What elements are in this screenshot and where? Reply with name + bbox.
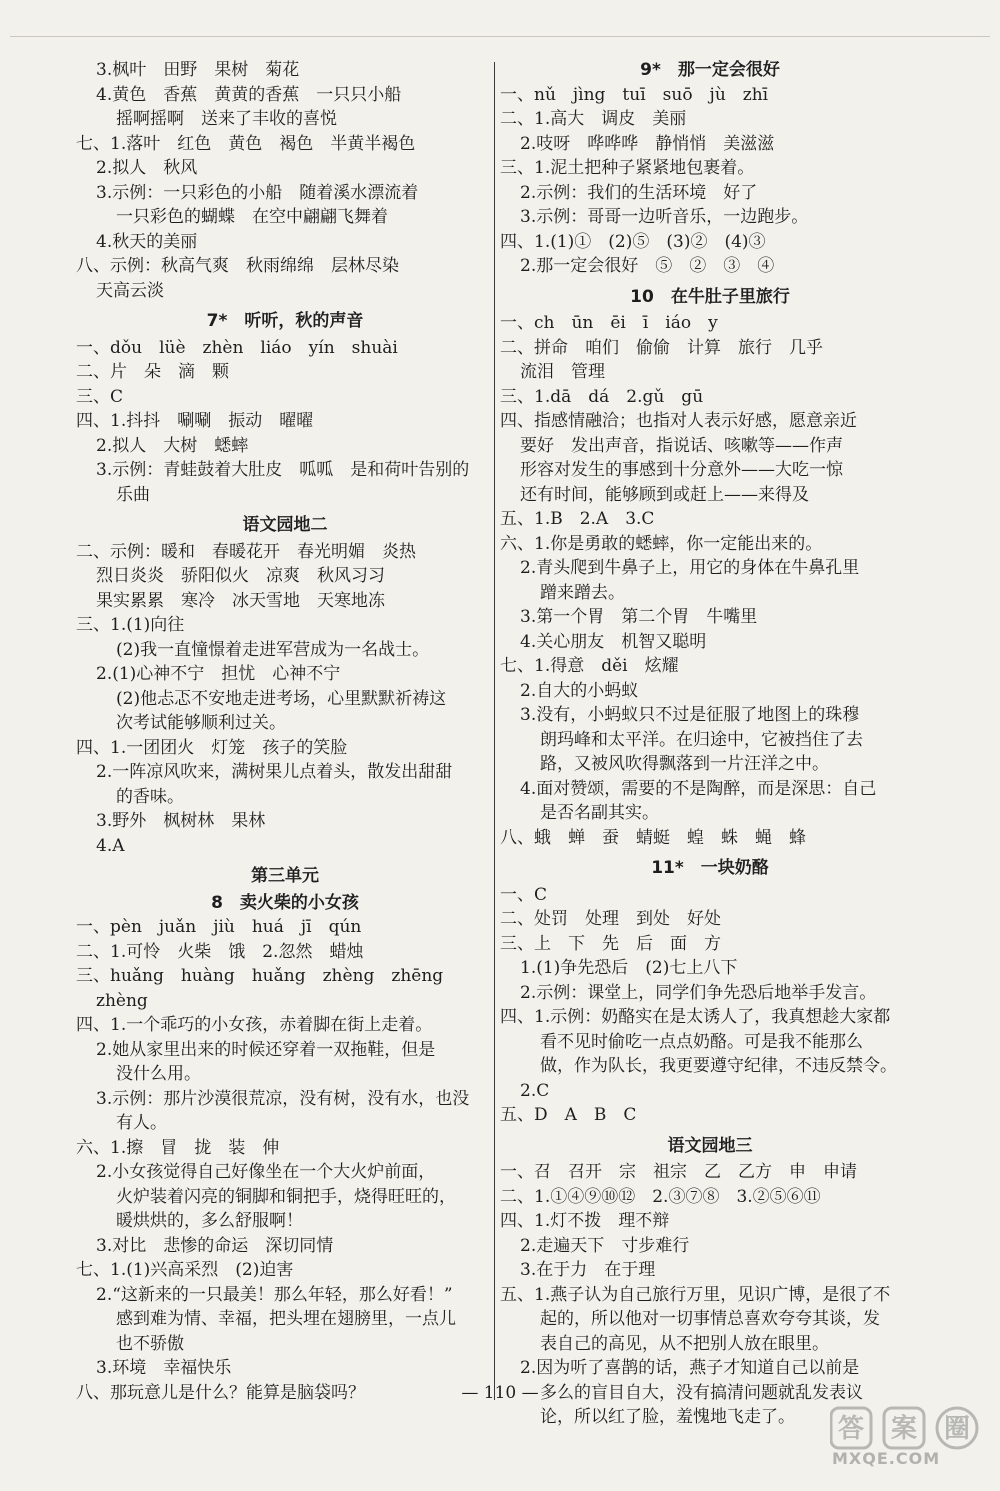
answer-line: 3.野外 枫树林 果林 xyxy=(96,811,266,831)
answer-line: 五、D A B C xyxy=(500,1105,637,1125)
answer-line: 3.在于力 在于理 xyxy=(520,1260,656,1280)
answer-line: 二、拼命 咱们 偷偷 计算 旅行 几乎 xyxy=(500,337,823,358)
answer-line: 五、1.燕子认为自己旅行万里，见识广博，是很了不 xyxy=(500,1284,891,1305)
answer-line: 流泪 管理 xyxy=(520,362,605,382)
answer-line: 蹭来蹭去。 xyxy=(540,582,625,603)
answer-line: 二、1.高大 调皮 美丽 xyxy=(500,109,687,129)
answer-line: 有人。 xyxy=(116,1113,167,1133)
answer-line: 三、C xyxy=(76,386,124,407)
answer-line: 2.示例：我们的生活环境 好了 xyxy=(520,182,758,203)
answer-line: 2.那一定会很好 ⑤ ② ③ ④ xyxy=(520,256,775,276)
answer-line: 次考试能够顺利过关。 xyxy=(116,713,286,733)
answer-line: 六、1.擦 冒 拢 装 伸 xyxy=(76,1137,280,1158)
answer-line: 3.对比 悲惨的命运 深切同情 xyxy=(96,1235,334,1256)
right-column xyxy=(500,58,920,1430)
answer-line: 四、指感情融洽；也指对人表示好感，愿意亲近 xyxy=(500,411,857,431)
answer-line: 果实累累 寒冷 冰天雪地 天寒地冻 xyxy=(96,590,385,611)
answer-line: 表自己的高见，从不把别人放在眼里。 xyxy=(540,1333,829,1354)
page-number: — 110 — xyxy=(461,1383,539,1403)
answer-line: 2.因为听了喜鹊的话，燕子才知道自己以前是 xyxy=(520,1358,860,1378)
section-heading: 7* 听听，秋的声音 xyxy=(206,311,364,331)
answer-line: 八、那玩意儿是什么？能算是脑袋吗？ xyxy=(76,1382,365,1403)
answer-line: 4.黄色 香蕉 黄黄的香蕉 一只只小船 xyxy=(96,84,402,105)
answer-line: 3.示例：青蛙鼓着大肚皮 呱呱 是和荷叶告别的 xyxy=(96,460,470,480)
answer-line: 四、1.(1)① (2)⑤ (3)② (4)③ xyxy=(500,231,766,252)
answer-line: 的香味。 xyxy=(116,786,184,807)
answer-line: 四、1.示例：奶酪实在是太诱人了，我真想趁大家都 xyxy=(500,1007,891,1027)
answer-line: 2.吱呀 哗哗哗 静悄悄 美滋滋 xyxy=(520,133,775,154)
answer-line: 2.拟人 秋风 xyxy=(96,158,198,178)
answer-line: 二、1.可怜 火柴 饿 2.忽然 蜡烛 xyxy=(76,941,364,962)
answer-line: 3.示例：哥哥一边听音乐，一边跑步。 xyxy=(520,207,809,227)
answer-line: 二、示例：暖和 春暖花开 春光明媚 炎热 xyxy=(76,541,416,562)
answer-line: 3.环境 幸福快乐 xyxy=(96,1358,232,1378)
answer-line: 没什么用。 xyxy=(116,1064,201,1084)
answer-line: 暖烘烘的，多么舒服啊！ xyxy=(116,1211,303,1231)
answer-line: 2.(1)心神不宁 担忧 心神不宁 xyxy=(96,664,341,684)
section-heading: 语文园地二 xyxy=(242,515,328,535)
answer-line: 形容对发生的事感到十分意外——大吃一惊 xyxy=(520,460,843,480)
answer-line: zhèng xyxy=(96,990,148,1011)
answer-line: 一、召 召开 宗 祖宗 乙 乙方 申 申请 xyxy=(500,1162,857,1182)
answer-line: 4.关心朋友 机智又聪明 xyxy=(520,631,707,652)
answer-line: 3.没有，小蚂蚁只不过是征服了地图上的珠穆 xyxy=(520,705,860,725)
watermark-logo-icon xyxy=(830,1405,980,1451)
answer-line: 做，作为队长，我更要遵守纪律，不违反禁令。 xyxy=(540,1056,897,1076)
section-heading: 9* 那一定会很好 xyxy=(640,60,780,80)
answer-line: 七、1.(1)兴高采烈 (2)迫害 xyxy=(76,1260,294,1280)
answer-line: 二、片 朵 滴 颗 xyxy=(76,362,229,382)
answer-line: 看不见时偷吃一点点奶酪。可是我不能那么 xyxy=(540,1031,863,1052)
answer-line: 2.她从家里出来的时候还穿着一双拖鞋，但是 xyxy=(96,1039,436,1060)
section-heading: 11* 一块奶酪 xyxy=(651,858,769,878)
column-divider xyxy=(494,62,495,1400)
answer-line: 也不骄傲 xyxy=(116,1333,184,1354)
answer-line: 一、dǒu lüè zhèn liáo yín shuài xyxy=(76,337,398,358)
answer-line: 论，所以红了脸，羞愧地飞走了。 xyxy=(540,1407,795,1427)
answer-line: 一只彩色的蝴蝶 在空中翩翩飞舞着 xyxy=(116,207,388,227)
answer-line: 二、处罚 处理 到处 好处 xyxy=(500,909,721,929)
watermark-char-1: 答 xyxy=(837,1414,865,1444)
answer-line: 2.走遍天下 寸步难行 xyxy=(520,1235,690,1256)
watermark-char-3: 圈 xyxy=(943,1414,971,1444)
answer-line: 4.A xyxy=(96,835,125,856)
watermark xyxy=(822,1405,982,1477)
section-heading: 语文园地三 xyxy=(667,1135,753,1156)
section-heading: 10 在牛肚子里旅行 xyxy=(630,286,790,307)
answer-line: 2.C xyxy=(520,1080,550,1101)
answer-line: 三、huǎng huàng huǎng zhèng zhēng xyxy=(76,966,444,986)
answer-line: 3.示例：那片沙漠很荒凉，没有树，没有水，也没 xyxy=(96,1088,470,1109)
answer-line: 一、pèn juǎn jiù huá jī qún xyxy=(76,917,362,937)
answer-line: 2.一阵凉风吹来，满树果儿点着头，散发出甜甜 xyxy=(96,762,453,782)
watermark-char-2: 案 xyxy=(890,1414,918,1444)
answer-line: 感到难为情、幸福，把头埋在翅膀里，一点儿 xyxy=(116,1309,456,1329)
answer-line: 乐曲 xyxy=(116,484,150,505)
answer-line: 二、1.①④⑨⑩⑫ 2.③⑦⑧ 3.②⑤⑥⑪ xyxy=(500,1186,821,1207)
answer-line: 起的，所以他对一切事情总喜欢夸夸其谈，发 xyxy=(540,1309,880,1329)
answer-line: 七、1.得意 děi 炫耀 xyxy=(500,656,679,676)
answer-line: 2.示例：课堂上，同学们争先恐后地举手发言。 xyxy=(520,982,877,1003)
answer-line: 四、1.抖抖 唰唰 振动 曜曜 xyxy=(76,411,314,431)
answer-line: 一、nǔ jìng tuī suō jù zhī xyxy=(500,84,769,105)
answer-line: (2)他忐忑不安地走进考场，心里默默祈祷这 xyxy=(116,688,447,709)
answer-line: 八、蛾 蝉 蚕 蜻蜓 蝗 蛛 蝇 蜂 xyxy=(500,827,806,848)
answer-line: 多么的盲目自大，没有搞清问题就乱发表议 xyxy=(540,1382,863,1403)
answer-line: 朗玛峰和太平洋。在归途中，它被挡住了去 xyxy=(540,729,863,750)
answer-line: 2.青头爬到牛鼻子上，用它的身体在牛鼻孔里 xyxy=(520,558,860,578)
answer-line: 3.第一个胃 第二个胃 牛嘴里 xyxy=(520,607,758,627)
section-heading: 第三单元 xyxy=(251,866,319,886)
left-column xyxy=(76,58,494,1405)
answer-line: 火炉装着闪亮的铜脚和铜把手，烧得旺旺的， xyxy=(116,1186,456,1207)
answer-line: (2)我一直憧憬着走进军营成为一名战士。 xyxy=(116,639,430,660)
answer-line: 烈日炎炎 骄阳似火 凉爽 秋风习习 xyxy=(96,566,385,586)
answer-line: 三、1.dā dá 2.gǔ gū xyxy=(500,386,704,407)
answer-line: 3.示例：一只彩色的小船 随着溪水漂流着 xyxy=(96,182,419,203)
answer-line: 天高云淡 xyxy=(96,280,164,301)
answer-line: 2.拟人 大树 蟋蟀 xyxy=(96,435,249,456)
answer-line: 路，又被风吹得飘落到一片汪洋之中。 xyxy=(540,754,829,774)
answer-line: 1.(1)争先恐后 (2)七上八下 xyxy=(520,958,738,978)
section-heading: 8 卖火柴的小女孩 xyxy=(211,892,359,913)
answer-line: 2.自大的小蚂蚁 xyxy=(520,680,639,701)
answer-line: 是否名副其实。 xyxy=(540,803,659,823)
answer-line: 三、1.(1)向往 xyxy=(76,615,185,635)
answer-line: 2.小女孩觉得自己好像坐在一个大火炉前面， xyxy=(96,1162,436,1182)
answer-line: 四、1.一个乖巧的小女孩，赤着脚在街上走着。 xyxy=(76,1015,433,1035)
answer-line: 2.“这新来的一只最美！那么年轻，那么好看！” xyxy=(96,1284,453,1305)
answer-line: 三、1.泥土把种子紧紧地包裹着。 xyxy=(500,158,755,178)
answer-line: 八、示例：秋高气爽 秋雨绵绵 层林尽染 xyxy=(76,256,399,276)
answer-line: 还有时间，能够顾到或赶上——来得及 xyxy=(520,484,809,505)
answer-line: 摇啊摇啊 送来了丰收的喜悦 xyxy=(116,109,337,129)
answer-line: 四、1.灯不拨 理不辩 xyxy=(500,1211,670,1231)
answer-line: 六、1.你是勇敢的蟋蟀，你一定能出来的。 xyxy=(500,533,823,554)
answer-line: 4.面对赞颂，需要的不是陶醉，而是深思：自己 xyxy=(520,778,877,799)
answer-line: 五、1.B 2.A 3.C xyxy=(500,509,655,529)
answer-line: 七、1.落叶 红色 黄色 褐色 半黄半褐色 xyxy=(76,133,416,154)
top-rule xyxy=(10,36,990,37)
watermark-url: MXQE.COM xyxy=(832,1449,941,1468)
answer-line: 一、C xyxy=(500,884,548,905)
answer-line: 三、上 下 先 后 面 方 xyxy=(500,933,721,954)
answer-line: 要好 发出声音，指说话、咳嗽等——作声 xyxy=(520,435,843,456)
answer-line: 四、1.一团团火 灯笼 孩子的笑脸 xyxy=(76,737,348,758)
answer-line: 4.秋天的美丽 xyxy=(96,231,198,252)
answer-line: 一、ch ūn ēi ī iáo y xyxy=(500,313,718,333)
answer-line: 3.枫叶 田野 果树 菊花 xyxy=(96,60,300,80)
